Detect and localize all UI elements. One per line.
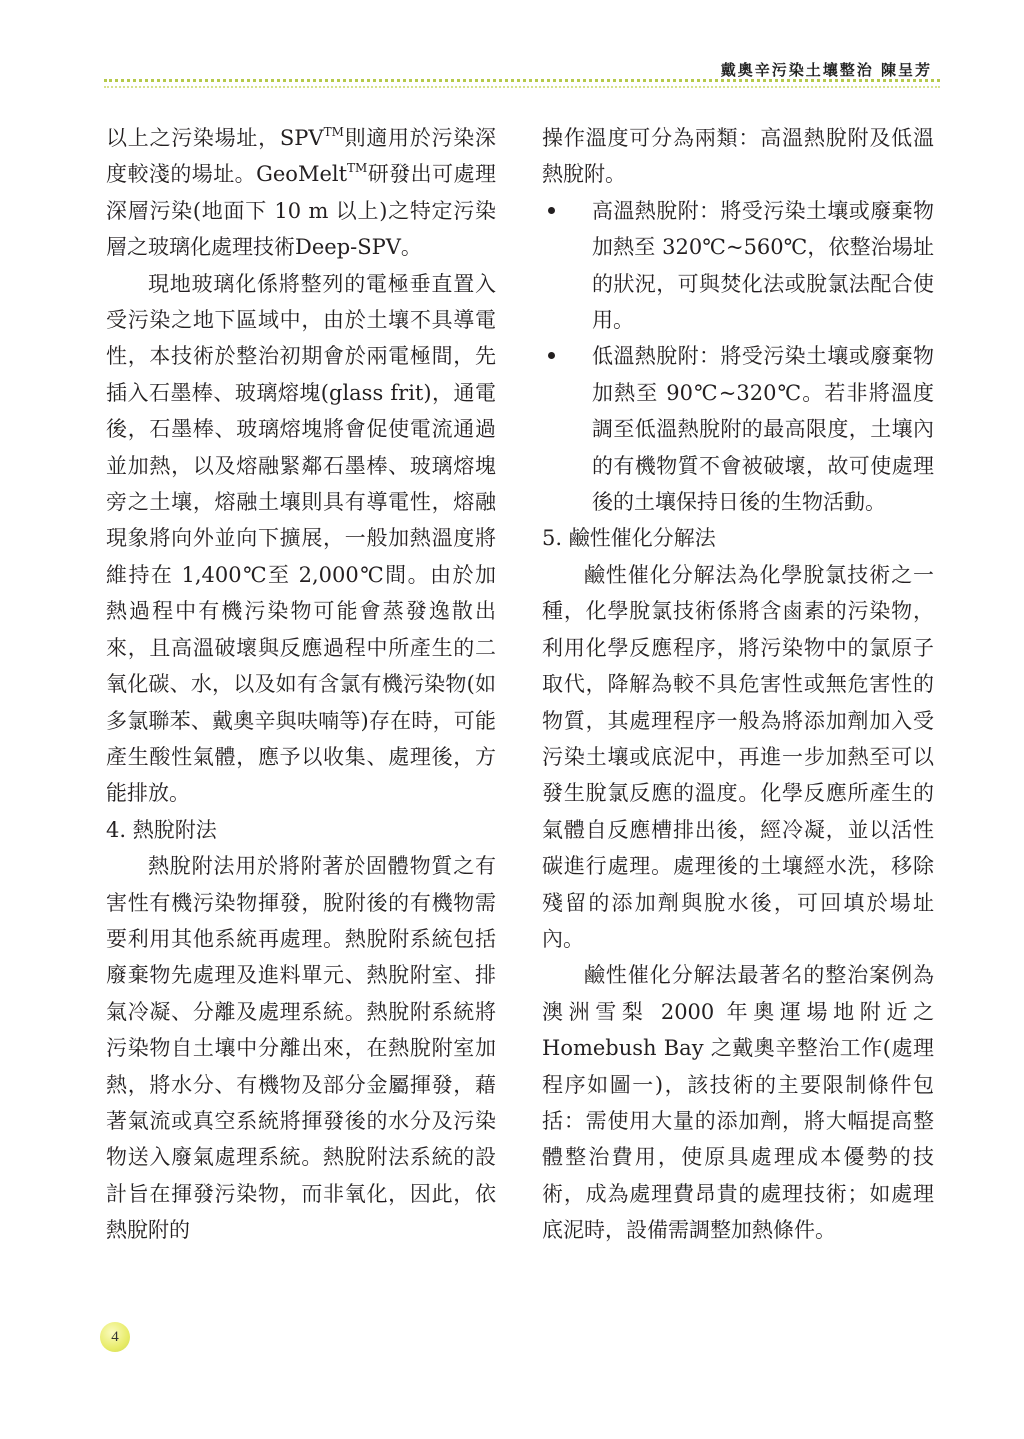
paragraph: 鹼性催化分解法最著名的整治案例為澳洲雪梨 2000 年奧運場地附近之 Homebush Bay 之戴奧辛整治工作(處理程序如圖一)，該技術的主要限制條件包括：需使用大量的添加劑，將大幅提高整體整治費用，使原具處理成本優勢的技術，成為處理費昂貴的處理技術；如處理底泥時，設備需調整加熱條件。 (542, 963, 934, 1243)
paragraph: 鹼性催化分解法為化學脫氯技術之一種，化學脫氯技術係將含鹵素的污染物，利用化學反應程序，將污染物中的氯原子取代，降解為較不具危害性或無危害性的物質，其處理程序一般為將添加劑加入受污染土壤或底泥中，再進一步加熱至可以發生脫氯反應的溫度。化學反應所產生的氣體自反應槽排出後，經冷凝，並以活性碳進行處理。處理後的土壤經水洗，移除殘留的添加劑與脫水後，可回填於場址內。 (542, 562, 934, 951)
bullet-icon (548, 352, 555, 359)
paragraph (106, 120, 496, 266)
trademark-superscript: TM (323, 125, 344, 139)
section-heading: 5. 鹼性催化分解法 (542, 526, 716, 551)
paragraph: 操作溫度可分為兩類：高溫熱脫附及低溫熱脫附。 (542, 126, 934, 187)
paragraph-text: 則適用於污染深度較淺的場址。GeoMelt (106, 126, 496, 187)
header-divider-secondary (104, 86, 940, 88)
running-header: 戴奧辛污染土壤整治 陳呈芳 (720, 61, 932, 79)
left-column (106, 120, 496, 1249)
page-number-badge: 4 (100, 1322, 130, 1352)
right-column (542, 120, 934, 1249)
paragraph: 熱脫附法用於將附著於固體物質之有害性有機污染物揮發，脫附後的有機物需要利用其他系統再處理。熱脫附系統包括廢棄物先處理及進料單元、熱脫附室、排氣冷凝、分離及處理系統。熱脫附系統將污染物自土壤中分離出來，在熱脫附室加熱，將水分、有機物及部分金屬揮發，藉著氣流或真空系統將揮發後的水分及污染物送入廢氣處理系統。熱脫附法系統的設計旨在揮發污染物，而非氧化，因此，依熱脫附的 (106, 854, 496, 1243)
paragraph-text: 以上之污染場址，SPV (106, 126, 324, 150)
bullet-icon (548, 207, 555, 214)
bullet-item (542, 193, 934, 339)
paragraph: 現地玻璃化係將整列的電極垂直置入受污染之地下區域中，由於土壤不具導電性，本技術於整治初期會於兩電極間，先插入石墨棒、玻璃熔塊(glass frit)，通電後，石墨棒、玻璃熔塊將會促使電流通過並加熱，以及熔融緊鄰石墨棒、玻璃熔塊旁之土壤，熔融土壤則具有導電性，熔融現象將向外並向下擴展，一般加熱溫度將維持在 1,400℃至 2,000℃間。由於加熱過程中有機污染物可能會蒸發逸散出來，且高溫破壞與反應過程中所產生的二氧化碳、水，以及如有含氯有機污染物(如多氯聯苯、戴奧辛與呋喃等)存在時，可能產生酸性氣體，應予以收集、處理後，方能排放。 (106, 271, 496, 806)
bullet-text: 低溫熱脫附：將受污染土壤或廢棄物加熱至 90℃~320℃。若非將溫度調至低溫熱脫附的最高限度，土壤內的有機物質不會被破壞，故可使處理後的土壤保持日後的生物活動。 (592, 344, 934, 515)
trademark-superscript: TM (347, 161, 368, 176)
header-divider (104, 79, 940, 82)
bullet-item (542, 338, 934, 520)
section-heading: 4. 熱脫附法 (106, 817, 217, 842)
bullet-text: 高溫熱脫附：將受污染土壤或廢棄物加熱至 320℃~560℃，依整治場址的狀況，可與焚化法或脫氯法配合使用。 (592, 198, 934, 333)
paragraph-text: 研發出可處理深層污染(地面下 10 m 以上)之特定污染層之玻璃化處理技術Deep-SPV。 (106, 162, 497, 260)
